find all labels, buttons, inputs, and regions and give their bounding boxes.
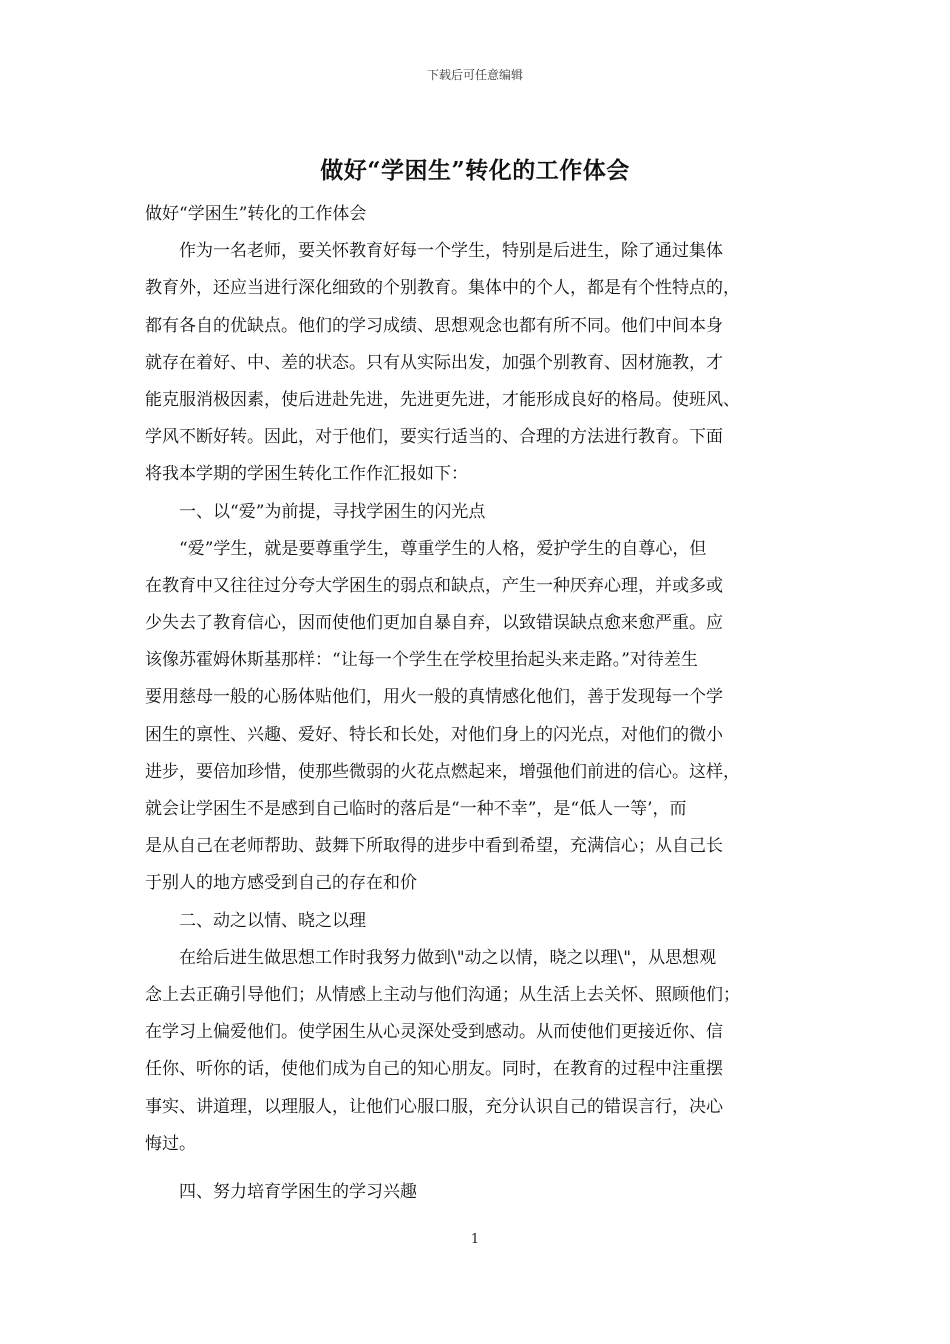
text-line: 该像苏霍姆休斯基那样：“让每一个学生在学校里抬起头来走路。”对待差生 — [145, 650, 698, 671]
text-line: 于别人的地方感受到自己的存在和价 — [145, 873, 417, 894]
text-line: 在学习上偏爱他们。使学困生从心灵深处受到感动。从而使他们更接近你、信 — [145, 1022, 723, 1043]
text-line: 作为一名老师，要关怀教育好每一个学生，特别是后进生，除了通过集体 — [145, 241, 723, 262]
text-line: 悔过。 — [145, 1133, 196, 1154]
text-line: 能克服消极因素，使后进赴先进，先进更先进，才能形成良好的格局。使班风、 — [145, 389, 740, 410]
section-heading: 四、努力培育学困生的学习兴趣 — [145, 1181, 417, 1202]
page-header-note: 下载后可任意编辑 — [426, 68, 523, 82]
document-body — [145, 196, 825, 1211]
text-line: 做好“学困生”转化的工作体会 — [145, 204, 367, 224]
text-line: 就存在着好、中、差的状态。只有从实际出发，加强个别教育、因材施教，才 — [145, 352, 723, 373]
section-heading: 二、动之以情、晓之以理 — [145, 910, 366, 931]
text-line: 困生的禀性、兴趣、爱好、特长和长处，对他们身上的闪光点，对他们的微小 — [145, 724, 723, 745]
paragraph-gap — [145, 1163, 825, 1174]
page-number: 1 — [470, 1232, 480, 1247]
text-line: 少失去了教育信心，因而使他们更加自暴自弃，以致错误缺点愈来愈严重。应 — [145, 613, 723, 634]
text-line: 教育外，还应当进行深化细致的个别教育。集体中的个人，都是有个性特点的， — [145, 278, 740, 299]
text-line: 在给后进生做思想工作时我努力做到\"动之以情，晓之以理\"，从思想观 — [145, 947, 717, 968]
text-line: 进步，要倍加珍惜，使那些微弱的火花点燃起来，增强他们前进的信心。这样， — [145, 761, 740, 782]
text-line: 事实、讲道理，以理服人，让他们心服口服，充分认识自己的错误言行，决心 — [145, 1096, 723, 1117]
text-line: 念上去正确引导他们；从情感上主动与他们沟通；从生活上去关怀、照顾他们； — [145, 984, 740, 1005]
document-title: 做好“学困生”转化的工作体会 — [320, 157, 630, 184]
text-line: 都有各自的优缺点。他们的学习成绩、思想观念也都有所不同。他们中间本身 — [145, 315, 723, 336]
text-line: 就会让学困生不是感到自己临时的落后是“一种不幸”，是“低人一等’，而 — [145, 799, 687, 819]
text-line: 将我本学期的学困生转化工作作汇报如下： — [145, 464, 468, 485]
text-line: 任你、听你的话，使他们成为自己的知心朋友。同时，在教育的过程中注重摆 — [145, 1059, 723, 1080]
section-heading: 一、以“爱”为前提，寻找学困生的闪光点 — [145, 501, 486, 522]
text-line: 学风不断好转。因此，对于他们，要实行适当的、合理的方法进行教育。下面 — [145, 427, 723, 448]
text-line: “爱”学生，就是要尊重学生，尊重学生的人格，爱护学生的自尊心，但 — [145, 538, 707, 559]
text-line: 在教育中又往往过分夸大学困生的弱点和缺点，产生一种厌弃心理，并或多或 — [145, 575, 723, 596]
text-line: 要用慈母一般的心肠体贴他们，用火一般的真情感化他们，善于发现每一个学 — [145, 687, 723, 708]
text-line: 是从自己在老师帮助、鼓舞下所取得的进步中看到希望，充满信心；从自己长 — [145, 836, 723, 857]
